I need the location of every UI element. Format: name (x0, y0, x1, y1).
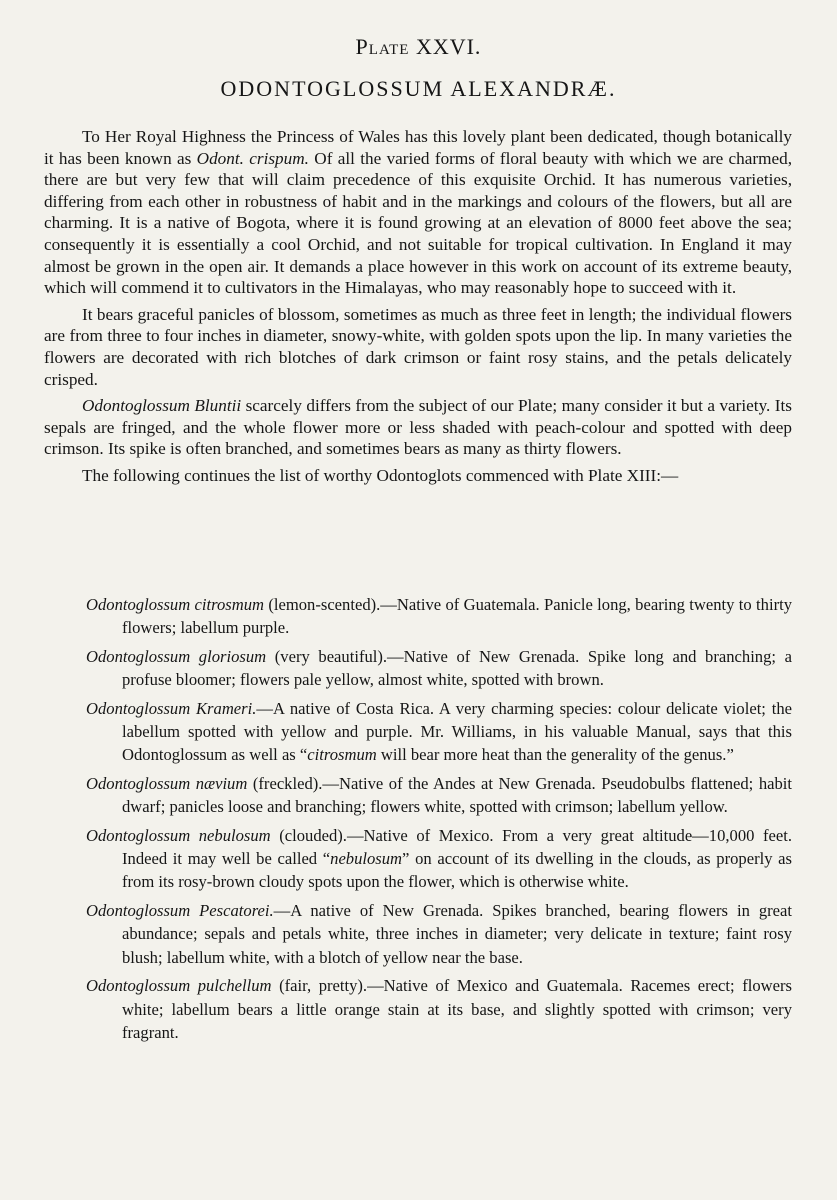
species-list (86, 593, 792, 1049)
species-name: Odontoglossum citrosmum (86, 595, 264, 614)
species-quoted-name: citrosmum (307, 745, 377, 765)
plate-heading: ODONTOGLOSSUM ALEXANDRÆ. (220, 76, 617, 101)
species-name: Odontoglossum nævium (86, 773, 248, 793)
intro-paragraph-4: The following continues the list of worthy Odontoglots commenced with Plate XIII:— (82, 465, 679, 485)
species-name: Odontoglossum gloriosum (86, 646, 267, 666)
species-description: (lemon-scented).—Native of Guatemala. Panicle long, bearing twenty to thirty flowers; labellum purple. (122, 595, 792, 638)
species-description: (freckled).—Native of the Andes at New Grenada. Pseudobulbs flattened; habit dwarf; panicles loose and branching; flowers white, spotted with crimson; labellum yellow. (122, 773, 792, 817)
species-entry (86, 974, 792, 1044)
species-description: —A native of Costa Rica. A very charming species: colour delicate violet; the labellum spotted with yellow and purple. Mr. Williams, in his valuable Manual, says that this Odontoglossum as well as “ (122, 698, 792, 765)
intro-p1-text-b: Of all the varied forms of floral beauty with which we are charmed, there are but very few that will claim precedence of this exquisite Orchid. It has numerous varieties, differing from each other in robustness of habit and in the markings and colours of the flowers, but all are charming. It is a native of Bogota, where it is found growing at an elevation of 8000 feet above the sea; consequently it is essentially a cool Orchid, and not suitable for tropical cultivation. In England it may almost be grown in the open air. It demands a place however in this work on account of its extreme beauty, which will commend it to cultivators in the Himalayas, who may reasonably hope to succeed with it. (44, 148, 792, 298)
species-entry (86, 824, 792, 894)
species-description: —A native of New Grenada. Spikes branched, bearing flowers in great abundance; sepals and petals white, three inches in diameter; very delicate in texture; faint rosy blush; labellum white, with a blotch of yellow near the base. (122, 900, 793, 967)
intro-p1-text-a: To Her Royal Highness the Princess of Wales has this lovely plant been dedicated, though botanically it has been known as (44, 127, 792, 168)
intro-paragraph-3 (44, 395, 792, 460)
intro-p3-text: scarcely differs from the subject of our Plate; many consider it but a variety. Its sepals are fringed, and the whole flower more or less shaded with peach-colour and spotted with deep crimson. Its spike is often branched, and sometimes bears as many as thirty flowers. (44, 396, 792, 459)
intro-paragraph-2: It bears graceful panicles of blossom, sometimes as much as three feet in length; the individual flowers are from three to four inches in diameter, snowy-white, with golden spots upon the lip. In many varieties the flowers are decorated with rich blotches of dark crimson or faint rosy stains, and the petals delicately crisped. (44, 304, 792, 389)
species-description: (fair, pretty).—Native of Mexico and Guatemala. Racemes erect; flowers white; labellum bears a little orange stain at its base, and slightly spotted with crimson; very fragrant. (122, 976, 792, 1042)
species-description: (very beautiful).—Native of New Grenada. Spike long and branching; a profuse bloomer; flowers pale yellow, almost white, spotted with brown. (122, 646, 792, 690)
species-description-end: will bear more heat than the generality of the genus.” (376, 745, 734, 765)
species-quoted-name: nebulosum (330, 849, 403, 869)
species-description-end: ” on account of its dwelling in the clouds, as properly as from its rosy-brown cloudy spots upon the flower, which is otherwise white. (122, 849, 792, 892)
species-name: Odontoglossum pulchellum (86, 976, 272, 996)
species-entry (86, 899, 792, 969)
intro-p3-italic: Odontoglossum Bluntii (82, 396, 242, 416)
species-entry (86, 645, 792, 692)
species-name: Odontoglossum Krameri. (86, 698, 257, 718)
species-description: (clouded).—Native of Mexico. From a very great altitude—10,000 feet. Indeed it may well be called “ (122, 825, 792, 869)
intro-p1-italic: Odont. crispum. (196, 148, 309, 168)
species-name: Odontoglossum nebulosum (86, 825, 271, 845)
species-entry (86, 697, 792, 767)
species-entry (86, 772, 792, 819)
species-entry (86, 593, 792, 640)
intro-text (44, 126, 792, 487)
plate-number: Plate XXVI. (355, 34, 482, 59)
species-name: Odontoglossum Pescatorei. (86, 900, 274, 920)
intro-paragraph-1 (44, 126, 792, 299)
